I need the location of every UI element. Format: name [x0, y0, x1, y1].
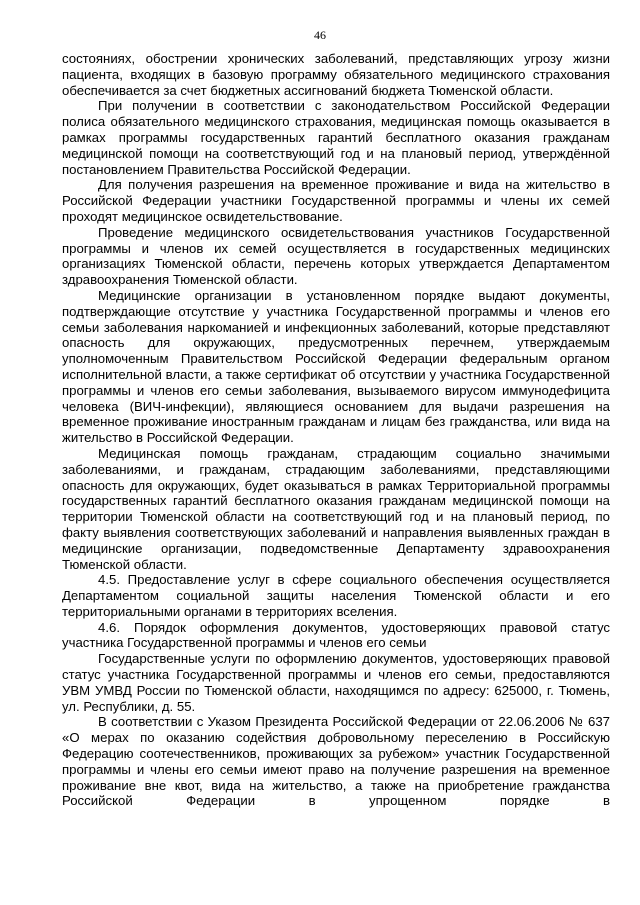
paragraph-section-4-5: 4.5. Предоставление услуг в сфере социального обеспечения осуществляется Департаментом социальной защиты населения Тюменской области и его территориальными органами в территориях вселения. — [62, 572, 610, 619]
paragraph-examination-organizations: Проведение медицинского освидетельствования участников Государственной программы и членов их семей осуществляется в государственных медицинских организациях Тюменской области, перечень которых утверждается Департаментом здравоохранения Тюменской области. — [62, 224, 610, 288]
page-number: 46 — [314, 28, 326, 42]
paragraph-continuation: состояниях, обострении хронических заболеваний, представляющих угрозу жизни пациента, входящих в базовую программу обязательного медицинского страхования обеспечивается за счет бюджетных ассигнований бюджета Тюменской области. — [62, 51, 610, 98]
paragraph-oms-policy: При получении в соответствии с законодательством Российской Федерации полиса обязательного медицинского страхования, медицинская помощь оказывается в рамках программы государственных гарантий бесплатного оказания гражданам медицинской помощи на соответствующий год и на плановый период, утверждённой постановлением Правительства Российской Федерации. — [62, 98, 610, 177]
body-text — [62, 51, 610, 809]
paragraph-document-services: Государственные услуги по оформлению документов, удостоверяющих правовой статус участника Государственной программы и членов его семьи, предоставляются УВМ УМВД России по Тюменской области, находящимся по адресу: 625000, г. Тюмень, ул. Республики, д. 55. — [62, 651, 610, 714]
paragraph-section-4-6-heading: 4.6. Порядок оформления документов, удостоверяющих правовой статус участника Государственной программы и членов его семьи — [62, 619, 610, 651]
paragraph-socially-significant-diseases: Медицинская помощь гражданам, страдающим социально значимыми заболеваниями, и гражданам, страдающим заболеваниями, представляющими опасность для окружающих, будет оказываться в рамках Территориальной программы государственных гарантий бесплатного оказания гражданам медицинской помощи на территории Тюменской области на соответствующий год и на плановый период, по факту выявления соответствующих заболеваний и направления выявленных граждан в медицинские организации, подведомственные Департаменту здравоохранения Тюменской области. — [62, 445, 610, 572]
paragraph-medical-examination: Для получения разрешения на временное проживание и вида на жительство в Российской Федерации участники Государственной программы и члены их семей проходят медицинское освидетельствование. — [62, 177, 610, 224]
paragraph-medical-documents: Медицинские организации в установленном порядке выдают документы, подтверждающие отсутствие у участника Государственной программы и членов его семьи заболевания наркоманией и инфекционных заболеваний, которые представляют опасность для окружающих, предусмотренных перечнем, утверждаемым уполномоченным Правительством Российской Федерации федеральным органом исполнительной власти, а также сертификат об отсутствии у участника Государственной программы и членов его семьи заболевания, вызываемого вирусом иммунодефицита человека (ВИЧ-инфекции), являющиеся основанием для выдачи разрешения на временное проживание иностранным гражданам и лицам без гражданства, или вида на жительство в Российской Федерации. — [62, 287, 610, 446]
paragraph-presidential-decree: В соответствии с Указом Президента Российской Федерации от 22.06.2006 № 637 «О мерах по оказанию содействия добровольному переселению в Российскую Федерацию соотечественников, проживающих за рубежом» участник Государственной программы и члены его семьи имеют право на получение разрешения на временное проживание вне квот, вида на жительство, а также на приобретение гражданства Российской Федерации в упрощенном порядке в — [62, 714, 610, 809]
